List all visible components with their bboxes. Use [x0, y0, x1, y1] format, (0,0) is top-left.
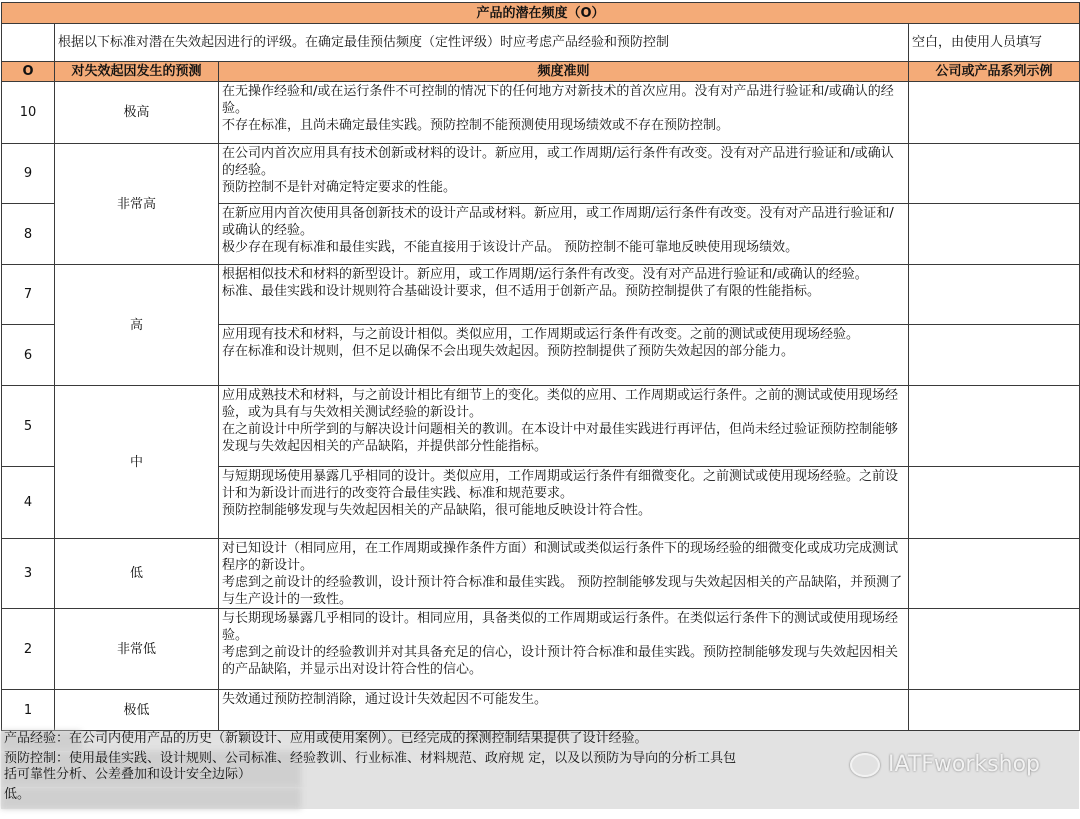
criteria-text: 与长期现场暴露几乎相同的设计。相同应用，具备类似的工作周期或运行条件。在类似运行条件下的测试或使用现场经验。 [222, 611, 899, 643]
criteria-cell [219, 204, 909, 265]
watermark: IATFworkshop [850, 752, 1040, 777]
table-row [2, 690, 1080, 731]
criteria-text: 存在标准和设计规则，但不足以确保不会出现失效起因。预防控制提供了预防失效起因的部分能力。 [222, 344, 795, 359]
occurrence-value: 4 [2, 467, 55, 539]
prediction-level: 低 [55, 539, 219, 609]
footer-line-1: 产品经验：在公司内使用产品的历史（新颖设计、应用或使用案例）。已经完成的探测控制结果提供了设计经验。 [4, 731, 648, 746]
example-cell [909, 144, 1080, 204]
prediction-level: 极高 [55, 82, 219, 144]
criteria-cell [219, 265, 909, 325]
occurrence-value: 8 [2, 204, 55, 265]
prediction-level: 中 [55, 386, 219, 539]
occurrence-value: 5 [2, 386, 55, 467]
criteria-text: 对已知设计（相同应用，在工作周期或操作条件方面）和测试或类似运行条件下的现场经验的细微变化或成功完成测试程序的新设计。 [222, 541, 899, 573]
prediction-level: 非常低 [55, 609, 219, 690]
criteria-text: 预防控制能够发现与失效起因相关的产品缺陷，很可能地反映设计符合性。 [222, 503, 652, 518]
header-criteria: 频度准则 [219, 62, 909, 82]
footer-line-4: 低。 [4, 787, 31, 802]
criteria-text: 在之前设计中所学到的与解决设计问题相关的教训。在本设计中对最佳实践进行再评估，但尚未经过验证预防控制能够发现与失效起因相关的产品缺陷，并提供部分性能指标。 [222, 422, 899, 454]
example-cell [909, 325, 1080, 386]
wechat-icon [850, 753, 880, 777]
table-row [2, 386, 1080, 467]
occurrence-value: 7 [2, 265, 55, 325]
example-cell [909, 204, 1080, 265]
criteria-text: 与短期现场使用暴露几乎相同的设计。类似应用，工作周期或运行条件有细微变化。之前测试或使用现场经验。之前设计和为新设计而进行的改变符合最佳实践、标准和规范要求。 [222, 469, 899, 501]
criteria-text: 在公司内首次应用具有技术创新或材料的设计。新应用，或工作周期/运行条件有改变。没有对产品进行验证和/或确认的经验。 [222, 146, 894, 178]
criteria-cell [219, 144, 909, 204]
example-cell [909, 386, 1080, 467]
header-prediction: 对失效起因发生的预测 [55, 62, 219, 82]
footer-row-1 [1, 731, 1079, 751]
occurrence-value: 3 [2, 539, 55, 609]
criteria-cell [219, 609, 909, 690]
table-row [2, 609, 1080, 690]
header-examples: 公司或产品系列示例 [909, 62, 1080, 82]
intro-right-text: 空白，由使用人员填写 [909, 24, 1080, 62]
occurrence-value: 6 [2, 325, 55, 386]
intro-blank-cell [2, 24, 55, 62]
footer-line-2: 预防控制：使用最佳实践、设计规则、公司标准、经验教训、行业标准、材料规范、政府规 定，以及以预防为导向的分析工具包 [4, 751, 737, 766]
criteria-cell [219, 467, 909, 539]
occurrence-table [1, 2, 1080, 731]
criteria-text: 应用现有技术和材料，与之前设计相似。类似应用，工作周期或运行条件有改变。之前的测试或使用现场经验。 [222, 327, 860, 342]
table-row [2, 82, 1080, 144]
criteria-text: 不存在标准，且尚未确定最佳实践。预防控制不能预测使用现场绩效或不存在预防控制。 [222, 118, 730, 133]
criteria-cell [219, 386, 909, 467]
criteria-text: 在无操作经验和/或在运行条件不可控制的情况下的任何地方对新技术的首次应用。没有对产品进行验证和/或确认的经验。 [222, 84, 894, 116]
criteria-text: 考虑到之前设计的经验教训，设计预计符合标准和最佳实践。 预防控制能够发现与失效起因相关的产品缺陷，并预测了与生产设计的一致性。 [222, 575, 903, 607]
criteria-text: 预防控制不是针对确定特定要求的性能。 [222, 180, 457, 195]
occurrence-value: 1 [2, 690, 55, 731]
criteria-text: 根据相似技术和材料的新型设计。新应用，或工作周期/运行条件有改变。没有对产品进行验证和/或确认的经验。 [222, 267, 868, 282]
table-title: 产品的潜在频度（O） [2, 3, 1080, 24]
footer-line-3: 括可靠性分析、公差叠加和设计安全边际） [4, 767, 252, 782]
intro-text: 根据以下标准对潜在失效起因进行的评级。在确定最佳预估频度（定性评级）时应考虑产品经验和预防控制 [55, 24, 909, 62]
example-cell [909, 265, 1080, 325]
criteria-cell [219, 82, 909, 144]
prediction-level: 高 [55, 265, 219, 386]
footer-row-3 [1, 787, 1079, 809]
criteria-text: 应用成熟技术和材料，与之前设计相比有细节上的变化。类似的应用、工作周期或运行条件。之前的测试或使用现场经验，或为具有与失效相关测试经验的新设计。 [222, 388, 899, 420]
occurrence-value: 2 [2, 609, 55, 690]
example-cell [909, 467, 1080, 539]
table-row [2, 144, 1080, 204]
criteria-cell [219, 539, 909, 609]
criteria-text: 考虑到之前设计的经验教训并对其具备充足的信心，设计预计符合标准和最佳实践。预防控制能够发现与失效起因相关的产品缺陷，并显示出对设计符合性的信心。 [222, 645, 899, 677]
occurrence-value: 10 [2, 82, 55, 144]
example-cell [909, 82, 1080, 144]
criteria-cell [219, 325, 909, 386]
header-o: O [2, 62, 55, 82]
table-row [2, 265, 1080, 325]
criteria-cell [219, 690, 909, 731]
table-row [2, 539, 1080, 609]
prediction-level: 极低 [55, 690, 219, 731]
example-cell [909, 609, 1080, 690]
criteria-text: 在新应用内首次使用具备创新技术的设计产品或材料。新应用，或工作周期/运行条件有改变。没有对产品进行验证和/或确认的经验。 [222, 206, 894, 238]
example-cell [909, 539, 1080, 609]
occurrence-value: 9 [2, 144, 55, 204]
criteria-text: 标准、最佳实践和设计规则符合基础设计要求，但不适用于创新产品。预防控制提供了有限的性能指标。 [222, 284, 821, 299]
criteria-text: 失效通过预防控制消除，通过设计失效起因不可能发生。 [222, 692, 548, 707]
prediction-level: 非常高 [55, 144, 219, 265]
example-cell [909, 690, 1080, 731]
criteria-text: 极少存在现有标准和最佳实践，不能直接用于该设计产品。 预防控制不能可靠地反映使用现场绩效。 [222, 240, 799, 255]
